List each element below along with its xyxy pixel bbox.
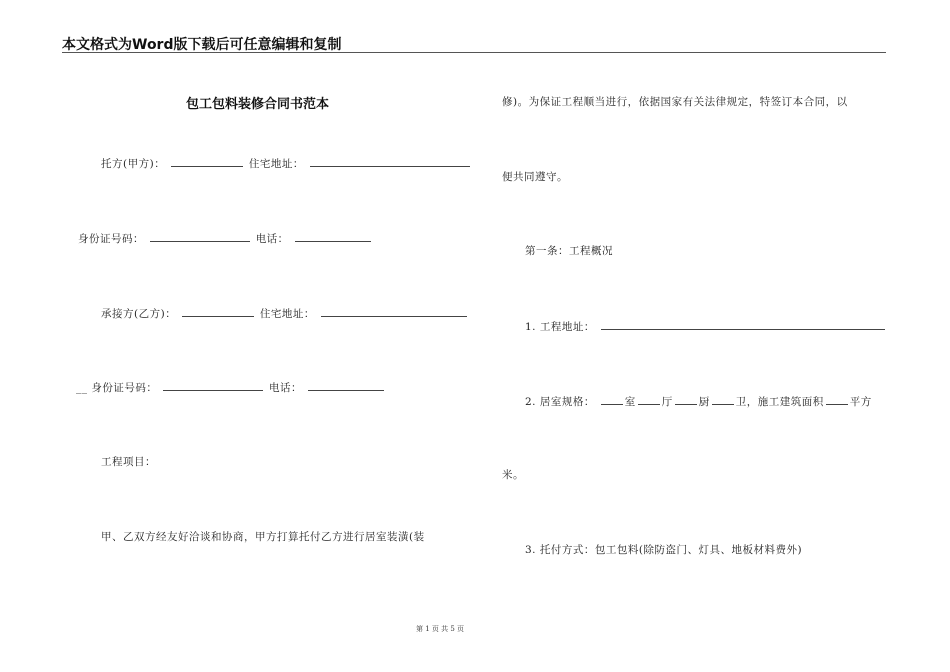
client-address-label: 住宅地址： [248, 158, 304, 170]
bath-label: 卫，施工建筑面积 [735, 396, 824, 408]
intro-continued: 修)。为保证工程顺当进行，依据国家有关法律规定，特签订本合同，以 [502, 96, 848, 108]
area-blank[interactable] [826, 393, 848, 405]
contractor-address-label: 住宅地址： [259, 308, 315, 320]
client-phone-blank[interactable] [295, 230, 371, 242]
page-header: 本文格式为Word版下载后可任意编辑和复制 [62, 37, 342, 53]
intro-paragraph: 甲、乙双方经友好洽谈和协商，甲方打算托付乙方进行居室装潢(装 [101, 531, 425, 543]
bath-count-blank[interactable] [712, 393, 734, 405]
contractor-phone-label: 电话： [269, 382, 303, 394]
client-id-line [78, 230, 373, 246]
contractor-phone-blank[interactable] [308, 379, 384, 391]
article-1-heading: 第一条：工程概况 [525, 245, 613, 257]
item-3-line: 3. 托付方式：包工包料(除防盗门、灯具、地板材料费外) [525, 544, 803, 556]
client-phone-label: 电话： [255, 233, 289, 245]
room-count-blank[interactable] [601, 393, 623, 405]
client-name-blank[interactable] [171, 155, 243, 167]
contractor-name-blank[interactable] [182, 305, 254, 317]
item-2-line [525, 393, 872, 409]
kitchen-count-blank[interactable] [675, 393, 697, 405]
header-rule [62, 52, 886, 53]
room-label: 室 [624, 396, 636, 408]
client-line [101, 155, 472, 171]
contractor-id-label: 身份证号码： [91, 382, 158, 394]
project-label: 工程项目： [101, 456, 156, 468]
client-label: 托方(甲方)： [101, 158, 166, 170]
client-id-label: 身份证号码： [78, 233, 144, 245]
area-unit-label: 平方 [849, 396, 872, 408]
document-title: 包工包料装修合同书范本 [186, 97, 330, 112]
contractor-address-blank[interactable] [321, 305, 467, 317]
client-address-blank[interactable] [310, 155, 470, 167]
page-footer: 第 1 页 共 5 页 [416, 625, 465, 633]
intro-continued-2: 便共同遵守。 [502, 171, 568, 183]
item-2-continued: 米。 [502, 469, 524, 481]
item-1-line [525, 318, 887, 334]
hall-label: 厅 [661, 396, 673, 408]
contractor-line [101, 305, 469, 321]
item-1-label: 1. 工程地址： [525, 321, 595, 333]
contractor-id-prefix: __ [76, 382, 88, 394]
kitchen-label: 厨 [698, 396, 710, 408]
hall-count-blank[interactable] [638, 393, 660, 405]
contractor-label: 承接方(乙方)： [101, 308, 177, 320]
item-2-label: 2. 居室规格： [525, 396, 595, 408]
project-address-blank[interactable] [601, 318, 885, 330]
client-id-blank[interactable] [150, 230, 250, 242]
contractor-id-line [76, 379, 386, 395]
contractor-id-blank[interactable] [163, 379, 263, 391]
